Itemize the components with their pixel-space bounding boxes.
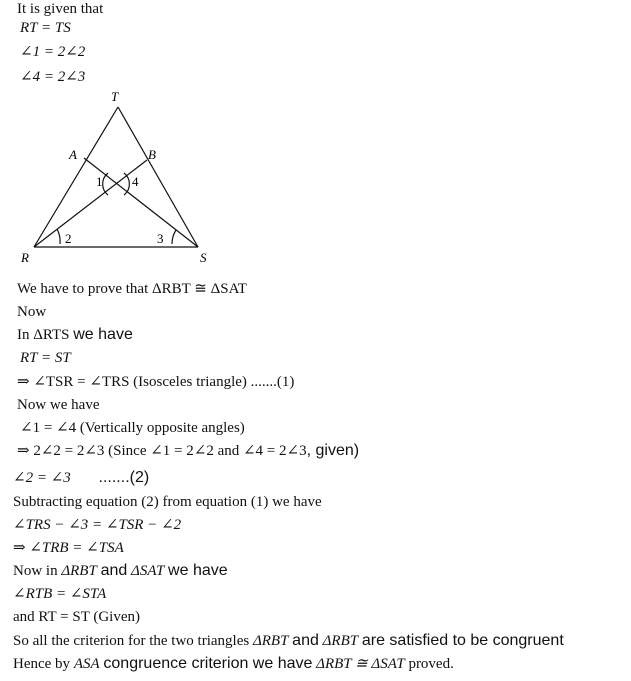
label-t: T [111,89,119,104]
we-have-text-2: we have [168,562,228,579]
conclusion-line [13,655,454,673]
to-prove-line: We have to prove that ΔRBT ≅ ΔSAT [17,281,247,297]
now-line: Now [17,304,47,320]
satisfied-text: are satisfied to be congruent [361,632,564,649]
since-expression: ⇒ 2∠2 = 2∠3 (Since ∠1 = 2∠2 and ∠4 = 2∠3 [17,443,307,459]
proved-text: proved. [408,656,454,672]
criterion-line [13,632,564,650]
intro-line: It is given that [17,1,104,17]
label-angle-3: 3 [157,231,164,246]
angle2-eq-angle3: ∠2 = ∠3 [13,470,71,486]
segment-rb [34,160,147,247]
triangle-rts: In ΔRTS [17,327,70,343]
given-angle4: ∠4 = 2∠3 [20,69,86,85]
label-r: R [21,250,29,265]
equation-1-line: ⇒ ∠TSR = ∠TRS (Isosceles triangle) .......(1) [17,374,295,390]
triangle-rbt-3: ΔRBT [322,633,359,649]
arc-angle-3 [172,230,176,244]
arc-angle-4 [124,173,129,195]
equation-2-line [13,469,149,487]
label-a: A [69,147,77,162]
hence-by-text: Hence by [13,656,71,672]
rtb-sta-line: ∠RTB = ∠STA [13,586,107,602]
label-angle-4: 4 [132,174,139,189]
side-ts [118,107,198,247]
label-angle-1: 1 [96,174,103,189]
triangle-sat: ΔSAT [131,563,165,579]
side-tr [34,107,118,247]
trs-minus-line: ∠TRS − ∠3 = ∠TSR − ∠2 [13,517,182,533]
congruence-statement: ΔRBT ≅ ΔSAT [316,656,405,672]
label-b: B [148,147,156,162]
and-text: and [100,562,128,579]
eq2-marker: .......(2) [98,469,150,486]
now-in-text: Now in [13,563,58,579]
now-we-have-line: Now we have [17,397,100,413]
now-in-line [13,562,228,580]
asa-text: ASA [73,656,100,672]
vertically-opposite-line: ∠1 = ∠4 (Vertically opposite angles) [20,420,245,436]
subtracting-line: Subtracting equation (2) from equation (1) we have [13,494,322,510]
given-angle1: ∠1 = 2∠2 [20,44,86,60]
given-rt-ts: RT = TS [20,20,71,36]
label-s: S [200,250,207,265]
rt-st-line: RT = ST [20,350,71,366]
segment-sa [84,158,198,247]
since-line [17,442,359,460]
and-text-2: and [292,632,319,649]
triangle-rbt: ΔRBT [61,563,97,579]
label-angle-2: 2 [65,231,72,246]
arc-angle-2 [57,229,60,244]
given-text: , given) [306,442,360,459]
and-rt-st-line: and RT = ST (Given) [13,609,140,625]
in-triangle-line [17,326,133,344]
triangle-rbt-2: ΔRBT [252,633,289,649]
criterion-text: So all the criterion for the two triangles [13,633,250,649]
trb-tsa-line: ⇒ ∠TRB = ∠TSA [13,540,124,556]
congruence-text: congruence criterion we have [103,655,313,672]
we-have-text: we have [73,326,133,343]
